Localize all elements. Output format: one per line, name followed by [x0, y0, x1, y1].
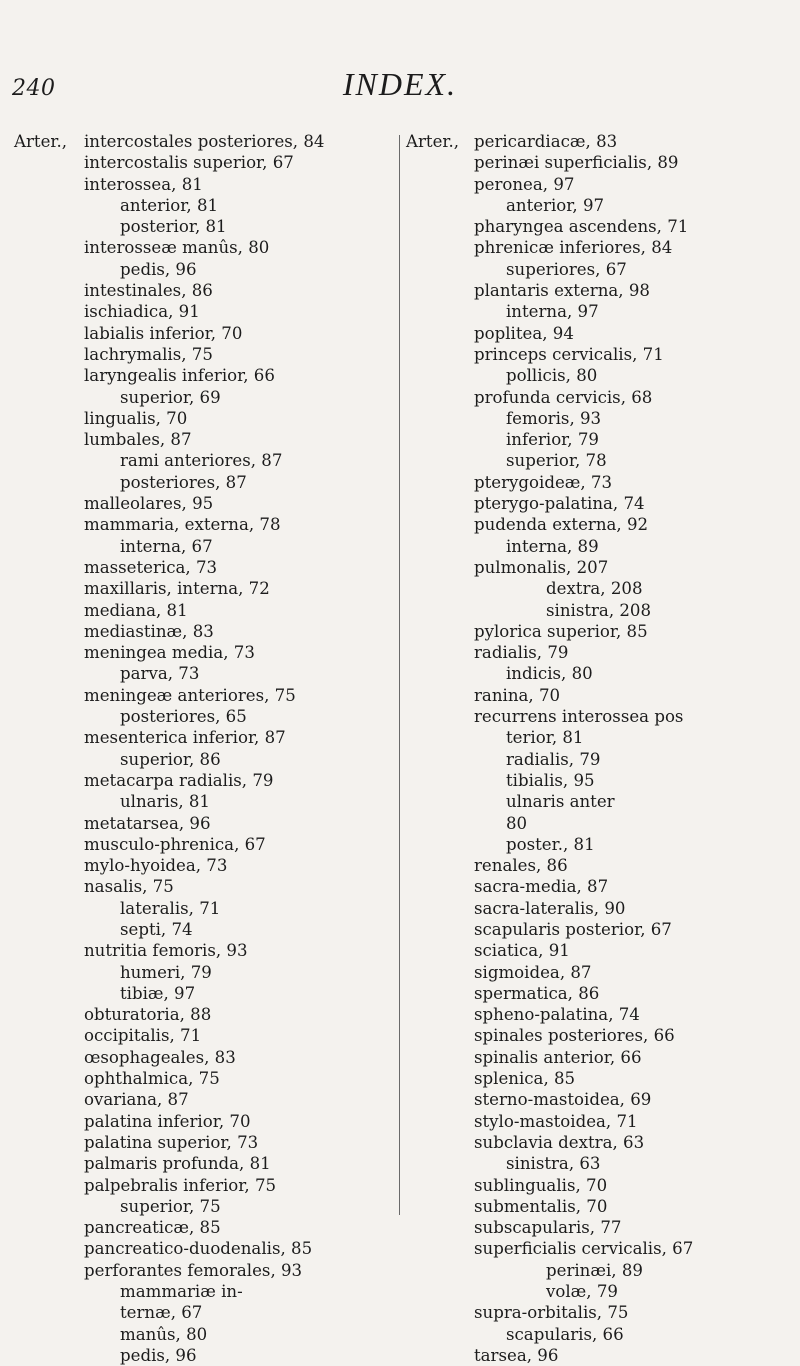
- entry-text: poplitea, 94: [474, 323, 574, 343]
- index-entry: [406, 962, 800, 983]
- index-entry: [14, 450, 394, 471]
- entry-text: laryngealis inferior, 66: [84, 366, 275, 386]
- index-entry: [406, 195, 800, 216]
- index-entry: [14, 727, 394, 748]
- entry-text: parva, 73: [120, 664, 200, 684]
- index-entry: [406, 813, 800, 834]
- index-entry: [406, 1047, 800, 1068]
- index-entry: [406, 663, 800, 684]
- index-entry: [406, 1196, 800, 1217]
- entry-text: sinistra, 63: [506, 1154, 601, 1174]
- index-entry: [14, 387, 394, 408]
- entry-text: pterygoideæ, 73: [474, 472, 613, 492]
- index-entry: [406, 1025, 800, 1046]
- entry-text: superiores, 67: [506, 259, 627, 279]
- entry-text: sciatica, 91: [474, 941, 570, 961]
- index-entry: [406, 450, 800, 471]
- entry-text: malleolares, 95: [84, 494, 214, 514]
- entry-text: interossea, 81: [84, 174, 203, 194]
- index-entry: [406, 1238, 800, 1259]
- entry-text: lateralis, 71: [120, 898, 221, 918]
- entry-text: meningeæ anteriores, 75: [84, 685, 296, 705]
- entry-text: tibiæ, 97: [120, 983, 196, 1003]
- index-entry: [14, 621, 394, 642]
- entry-prefix: Arter.,: [14, 132, 68, 151]
- index-entry: [14, 301, 394, 322]
- index-entry: [406, 344, 800, 365]
- index-entry: [406, 919, 800, 940]
- index-entry: [406, 429, 800, 450]
- entry-text: lingualis, 70: [84, 408, 188, 428]
- entry-text: pulmonalis, 207: [474, 557, 609, 577]
- entry-text: subscapularis, 77: [474, 1218, 622, 1238]
- index-entry: [406, 1260, 800, 1281]
- entry-text: pollicis, 80: [506, 366, 598, 386]
- index-entry: [14, 663, 394, 684]
- entry-text: peronea, 97: [474, 174, 575, 194]
- index-entry: [406, 514, 800, 535]
- index-entry: [14, 1260, 394, 1281]
- entry-text: submentalis, 70: [474, 1196, 608, 1216]
- entry-text: perinæi, 89: [546, 1260, 643, 1280]
- entry-text: perforantes femorales, 93: [84, 1260, 303, 1280]
- index-entry: [406, 983, 800, 1004]
- index-entry: [406, 557, 800, 578]
- entry-text: scapularis posterior, 67: [474, 919, 672, 939]
- index-column-right: [406, 131, 800, 1366]
- entry-text: pedis, 96: [120, 259, 197, 279]
- index-entry: [406, 1345, 800, 1366]
- index-entry: [14, 940, 394, 961]
- index-entry: [14, 280, 394, 301]
- index-entry: [14, 813, 394, 834]
- index-entry: [406, 1111, 800, 1132]
- entry-text: mammaria, externa, 78: [84, 515, 281, 535]
- index-entry: [14, 1089, 394, 1110]
- index-entry: [406, 1281, 800, 1302]
- entry-text: mesenterica inferior, 87: [84, 728, 286, 748]
- entry-text: superior, 75: [120, 1196, 221, 1216]
- entry-text: pancreatico-duodenalis, 85: [84, 1239, 313, 1259]
- index-entry: [14, 1025, 394, 1046]
- entry-text: spermatica, 86: [474, 983, 600, 1003]
- index-entry: [14, 174, 394, 195]
- index-entry: [14, 578, 394, 599]
- entry-text: ulnaris anter: [506, 792, 615, 812]
- entry-text: occipitalis, 71: [84, 1026, 202, 1046]
- entry-text: stylo-mastoidea, 71: [474, 1111, 638, 1131]
- index-entry: [14, 1175, 394, 1196]
- entry-text: maxillaris, interna, 72: [84, 579, 270, 599]
- index-entry: [14, 749, 394, 770]
- index-entry: [14, 1196, 394, 1217]
- entry-text: supra-orbitalis, 75: [474, 1303, 629, 1323]
- index-column-left: [14, 131, 394, 1366]
- index-entry: [14, 1004, 394, 1025]
- entry-text: palmaris profunda, 81: [84, 1154, 271, 1174]
- index-entry: [406, 387, 800, 408]
- entry-text: obturatoria, 88: [84, 1005, 212, 1025]
- entry-text: posteriores, 87: [120, 472, 247, 492]
- entry-text: perinæi superficialis, 89: [474, 153, 679, 173]
- index-entry: [406, 1217, 800, 1238]
- index-entry: [406, 1004, 800, 1025]
- index-entry: [406, 301, 800, 322]
- entry-text: tibialis, 95: [506, 770, 595, 790]
- entry-text: mammariæ in-: [120, 1282, 243, 1302]
- entry-text: anterior, 81: [120, 195, 219, 215]
- entry-text: ulnaris, 81: [120, 792, 210, 812]
- entry-text: intercostales posteriores, 84: [84, 132, 325, 151]
- index-entry: [14, 898, 394, 919]
- index-entry: [14, 472, 394, 493]
- index-entry: [406, 770, 800, 791]
- entry-text: renales, 86: [474, 856, 568, 876]
- entry-text: interna, 97: [506, 302, 599, 322]
- index-entry: [406, 408, 800, 429]
- index-entry: [14, 1238, 394, 1259]
- index-entry: [14, 514, 394, 535]
- page-number: 240: [12, 76, 56, 101]
- index-entry: [14, 1324, 394, 1345]
- entry-text: inferior, 79: [506, 430, 599, 450]
- entry-text: radialis, 79: [474, 643, 569, 663]
- entry-text: volæ, 79: [546, 1282, 618, 1302]
- index-entry: [406, 1132, 800, 1153]
- index-entry: [406, 1068, 800, 1089]
- entry-text: ternæ, 67: [120, 1303, 203, 1323]
- index-entry: [406, 834, 800, 855]
- entry-text: metacarpa radialis, 79: [84, 770, 274, 790]
- entry-text: masseterica, 73: [84, 557, 218, 577]
- entry-text: interna, 89: [506, 536, 599, 556]
- index-entry: [14, 344, 394, 365]
- entry-text: plantaris externa, 98: [474, 281, 650, 301]
- index-entry: [14, 1068, 394, 1089]
- entry-text: princeps cervicalis, 71: [474, 344, 664, 364]
- index-entry: [14, 1132, 394, 1153]
- index-entry: [14, 855, 394, 876]
- entry-text: superior, 78: [506, 451, 607, 471]
- entry-text: palatina inferior, 70: [84, 1111, 251, 1131]
- entry-text: posterior, 81: [120, 217, 227, 237]
- entry-text: humeri, 79: [120, 962, 212, 982]
- entry-prefix: Arter.,: [406, 132, 460, 151]
- entry-text: ophthalmica, 75: [84, 1069, 220, 1089]
- index-entry: [406, 578, 800, 599]
- index-entry: [14, 323, 394, 344]
- index-entry: [14, 1217, 394, 1238]
- index-entry: [14, 152, 394, 173]
- index-entry: [14, 770, 394, 791]
- entry-text: spinales posteriores, 66: [474, 1026, 675, 1046]
- entry-text: radialis, 79: [506, 749, 601, 769]
- index-entry: [14, 642, 394, 663]
- running-head: INDEX.: [342, 66, 458, 102]
- entry-text: mediana, 81: [84, 600, 188, 620]
- index-entry: [14, 600, 394, 621]
- entry-text: palatina superior, 73: [84, 1132, 259, 1152]
- index-entry: [406, 1089, 800, 1110]
- entry-text: superior, 69: [120, 387, 221, 407]
- index-entry: [406, 174, 800, 195]
- entry-text: poster., 81: [506, 834, 595, 854]
- entry-text: sinistra, 208: [546, 600, 652, 620]
- index-entry: [406, 791, 800, 812]
- entry-text: dextra, 208: [546, 579, 643, 599]
- entry-text: pedis, 96: [120, 1345, 197, 1365]
- index-entry: [406, 600, 800, 621]
- entry-text: pterygo-palatina, 74: [474, 494, 645, 514]
- index-entry: [14, 131, 394, 152]
- entry-text: mediastinæ, 83: [84, 621, 214, 641]
- entry-text: lachrymalis, 75: [84, 344, 213, 364]
- entry-text: phrenicæ inferiores, 84: [474, 238, 673, 258]
- entry-text: labialis inferior, 70: [84, 323, 243, 343]
- entry-text: pudenda externa, 92: [474, 515, 649, 535]
- index-entry: [14, 408, 394, 429]
- entry-text: femoris, 93: [506, 408, 602, 428]
- entry-text: mylo-hyoidea, 73: [84, 856, 228, 876]
- index-entry: [14, 685, 394, 706]
- entry-text: tarsea, 96: [474, 1345, 559, 1365]
- entry-text: nutritia femoris, 93: [84, 941, 248, 961]
- index-entry: [406, 152, 800, 173]
- index-entry: [406, 1302, 800, 1323]
- index-entry: [406, 536, 800, 557]
- entry-text: ischiadica, 91: [84, 302, 200, 322]
- entry-text: nasalis, 75: [84, 877, 174, 897]
- index-entry: [14, 1281, 394, 1302]
- index-entry: [406, 1153, 800, 1174]
- entry-text: 80: [506, 813, 528, 833]
- entry-text: sublingualis, 70: [474, 1175, 608, 1195]
- index-entry: [14, 1302, 394, 1323]
- entry-text: septi, 74: [120, 919, 193, 939]
- index-entry: [14, 536, 394, 557]
- entry-text: pharyngea ascendens, 71: [474, 217, 689, 237]
- entry-text: sacra-media, 87: [474, 877, 609, 897]
- index-entry: [406, 323, 800, 344]
- entry-text: meningea media, 73: [84, 643, 255, 663]
- entry-text: sigmoidea, 87: [474, 962, 592, 982]
- index-entry: [406, 621, 800, 642]
- index-entry: [406, 280, 800, 301]
- index-entry: [14, 919, 394, 940]
- index-entry: [406, 642, 800, 663]
- index-entry: [406, 365, 800, 386]
- index-entry: [14, 195, 394, 216]
- entry-text: spinalis anterior, 66: [474, 1047, 642, 1067]
- index-entry: [406, 940, 800, 961]
- index-entry: [406, 898, 800, 919]
- column-divider: [399, 135, 400, 1215]
- index-entry: [14, 1153, 394, 1174]
- entry-text: lumbales, 87: [84, 430, 192, 450]
- entry-text: pancreaticæ, 85: [84, 1218, 221, 1238]
- entry-text: recurrens interossea pos: [474, 707, 684, 727]
- entry-text: manûs, 80: [120, 1324, 208, 1344]
- index-entry: [406, 706, 800, 727]
- entry-text: ovariana, 87: [84, 1090, 189, 1110]
- entry-text: superior, 86: [120, 749, 221, 769]
- index-entry: [14, 1111, 394, 1132]
- entry-text: posteriores, 65: [120, 707, 247, 727]
- index-entry: [14, 962, 394, 983]
- index-entry: [406, 749, 800, 770]
- entry-text: spheno-palatina, 74: [474, 1005, 640, 1025]
- entry-text: scapularis, 66: [506, 1324, 624, 1344]
- entry-text: indicis, 80: [506, 664, 593, 684]
- index-entry: [406, 131, 800, 152]
- index-entry: [14, 834, 394, 855]
- index-entry: [14, 983, 394, 1004]
- entry-text: pylorica superior, 85: [474, 621, 648, 641]
- index-entry: [406, 685, 800, 706]
- index-entry: [14, 216, 394, 237]
- index-entry: [406, 493, 800, 514]
- index-entry: [406, 727, 800, 748]
- entry-text: ranina, 70: [474, 685, 561, 705]
- index-entry: [406, 876, 800, 897]
- entry-text: anterior, 97: [506, 195, 605, 215]
- index-entry: [14, 259, 394, 280]
- index-entry: [406, 1175, 800, 1196]
- entry-text: musculo-phrenica, 67: [84, 834, 266, 854]
- index-entry: [14, 876, 394, 897]
- index-entry: [14, 365, 394, 386]
- entry-text: intercostalis superior, 67: [84, 153, 294, 173]
- entry-text: œsophageales, 83: [84, 1047, 236, 1067]
- index-entry: [14, 1345, 394, 1366]
- index-entry: [406, 259, 800, 280]
- index-entry: [14, 237, 394, 258]
- entry-text: sacra-lateralis, 90: [474, 898, 626, 918]
- entry-text: palpebralis inferior, 75: [84, 1175, 277, 1195]
- index-entry: [14, 429, 394, 450]
- entry-text: interna, 67: [120, 536, 213, 556]
- index-entry: [406, 216, 800, 237]
- index-entry: [14, 557, 394, 578]
- index-entry: [406, 472, 800, 493]
- entry-text: splenica, 85: [474, 1069, 576, 1089]
- index-entry: [406, 237, 800, 258]
- entry-text: subclavia dextra, 63: [474, 1132, 645, 1152]
- index-entry: [14, 493, 394, 514]
- index-entry: [14, 706, 394, 727]
- index-entry: [14, 1047, 394, 1068]
- entry-text: interosseæ manûs, 80: [84, 238, 270, 258]
- entry-text: intestinales, 86: [84, 281, 213, 301]
- entry-text: metatarsea, 96: [84, 813, 211, 833]
- entry-text: pericardiacæ, 83: [474, 132, 618, 151]
- index-entry: [14, 791, 394, 812]
- index-entry: [406, 1324, 800, 1345]
- entry-text: superficialis cervicalis, 67: [474, 1239, 694, 1259]
- entry-text: profunda cervicis, 68: [474, 387, 653, 407]
- entry-text: terior, 81: [506, 728, 584, 748]
- entry-text: sterno-mastoidea, 69: [474, 1090, 652, 1110]
- index-entry: [406, 855, 800, 876]
- entry-text: rami anteriores, 87: [120, 451, 283, 471]
